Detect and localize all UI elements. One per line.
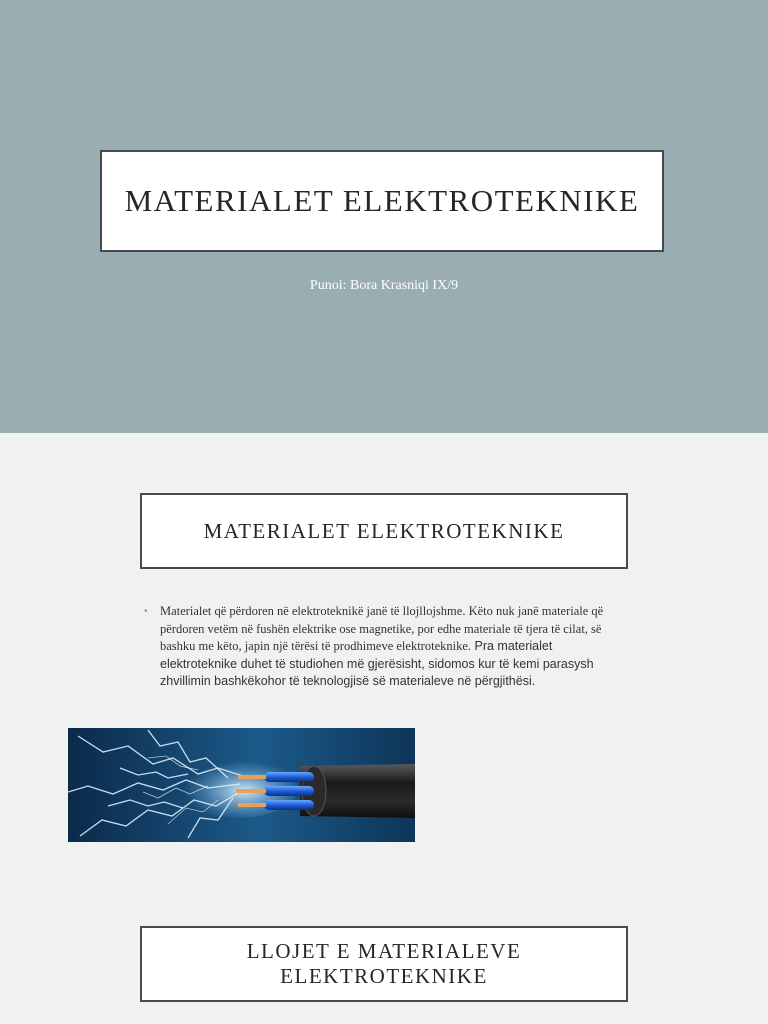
bullet-text-serif: Materialet që përdoren në elektroteknikë janë të llojllojshme. Këto nuk janë materiale që përdoren vetëm në fushën elektrike ose magnetike, por edhe materiale të tjera të cilat, së bashku me këto, japin një tërësi të prodhimeve elektroteknike. [160,604,604,653]
section-heading: MATERIALET ELEKTROTEKNIKE [140,493,628,569]
slide-subtitle: Punoi: Bora Krasniqi IX/9 [309,278,459,293]
title-slide [0,0,768,433]
bullet-icon: • [144,606,148,617]
bullet-text [160,603,614,691]
heading-line-1: LLOJET E MATERIALEVE [246,939,522,963]
content-slide [0,433,768,1024]
slide-title: MATERIALET ELEKTROTEKNIKE [124,183,640,218]
bullet-text-sans: Pra materialet elektroteknike duhet të studiohen më gjerësisht, sidomos kur të kemi parasysh zhvillimin bashkëkohor të teknologjisë së materialeve në përgjithësi. [160,639,594,688]
electric-cable-image [68,728,415,842]
section-heading-types [140,926,628,1002]
title-box [100,150,664,252]
heading-line-2: ELEKTROTEKNIKE [280,964,488,988]
bullet-paragraph [144,603,614,691]
